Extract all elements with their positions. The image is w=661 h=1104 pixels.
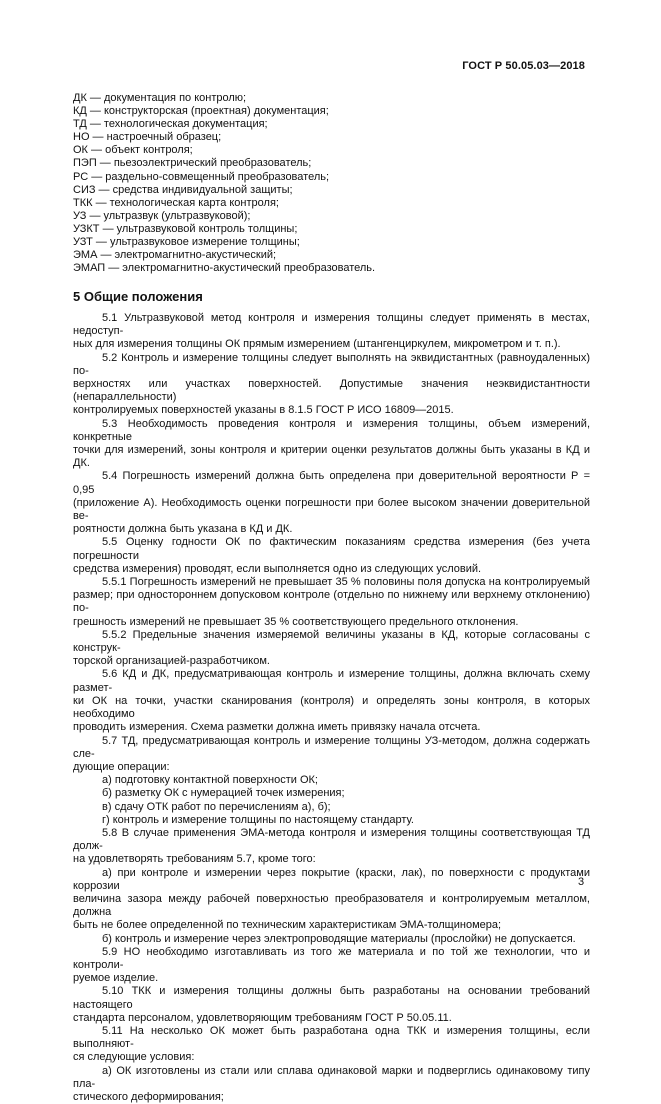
paragraph-line: 5.1 Ультразвуковой метод контроля и измерения толщины следует применять в местах, недоступ-: [73, 312, 590, 338]
paragraph: [73, 827, 590, 867]
paragraph: [73, 352, 590, 418]
abbreviation-item: СИЗ — средства индивидуальной защиты;: [73, 183, 293, 196]
paragraph-line: 5.3 Необходимость проведения контроля и измерения толщины, объем измерений, конкретные: [73, 417, 590, 443]
paragraph-line: размер; при одностороннем допусковом контроле (отдельно по нижнему или верхнему отклонению) по-: [73, 589, 590, 615]
paragraph-line: руемое изделие.: [73, 972, 159, 985]
paragraph-line: а) при контроле и измерении через покрытие (краски, лак), по поверхности с продуктами коррозии: [73, 866, 590, 892]
paragraph-line: проводить измерения. Схема разметки должна иметь привязку начала отсчета.: [73, 721, 481, 734]
paragraph-line: контролируемых поверхностей указаны в 8.1.5 ГОСТ Р ИСО 16809—2015.: [73, 404, 454, 417]
paragraph-line: 5.10 ТКК и измерения толщины должны быть разработаны на основании требований настоящего: [73, 985, 590, 1011]
paragraph: [73, 774, 590, 787]
paragraph-line: дующие операции:: [73, 760, 170, 773]
paragraph-line: грешность измерений не превышает 35 % соответствующего предельного отклонения.: [73, 615, 519, 628]
abbreviation-item: УЗТ — ультразвуковое измерение толщины;: [73, 236, 300, 249]
paragraph-line: 5.11 На несколько ОК может быть разработана одна ТКК и измерения толщины, если выполняют-: [73, 1024, 590, 1051]
paragraph: [73, 418, 590, 471]
paragraph-line: (приложение А). Необходимость оценки погрешности при более высоком значении доверительной ве-: [73, 496, 590, 523]
paragraph: [73, 946, 590, 986]
abbreviation-item: КД — конструкторская (проектная) документация;: [73, 105, 329, 118]
paragraph: [73, 470, 590, 536]
paragraph: [73, 312, 590, 352]
paragraph-line: ки ОК на точки, участки сканирования (контроля) и определять зоны контроля, в которых необходимо: [73, 694, 590, 721]
paragraph-line: роятности должна быть указана в КД и ДК.: [73, 523, 293, 536]
section-body: [73, 312, 590, 1104]
abbreviation-item: ПЭП — пьезоэлектрический преобразователь;: [73, 157, 312, 170]
paragraph-line: стического деформирования;: [73, 1090, 224, 1103]
paragraph-line: величина зазора между рабочей поверхностью преобразователя и контролируемым металлом, должна: [73, 892, 590, 919]
paragraph: [73, 735, 590, 775]
abbreviation-item: УЗ — ультразвук (ультразвуковой);: [73, 209, 251, 222]
paragraph: [73, 1065, 590, 1104]
paragraph-line: быть не более определенной по техническим характеристикам ЭМА-толщиномера;: [73, 919, 502, 932]
paragraph: [73, 787, 590, 800]
abbreviation-item: РС — раздельно-совмещенный преобразователь;: [73, 170, 330, 183]
abbreviation-item: ТКК — технологическая карта контроля;: [73, 196, 279, 209]
paragraph: [73, 867, 590, 933]
paragraph-line: 5.7 ТД, предусматривающая контроль и измерение толщины УЗ-методом, должна содержать сле-: [73, 734, 590, 760]
paragraph-line: 5.5.1 Погрешность измерений не превышает 35 % половины поля допуска на контролируемый: [102, 576, 590, 589]
paragraph: [73, 668, 590, 734]
abbreviation-item: НО — настроечный образец;: [73, 131, 222, 144]
abbreviation-item: ЭМА — электромагнитно-акустический;: [73, 249, 277, 262]
paragraph-line: а) ОК изготовлены из стали или сплава одинаковой марки и подверглись одинаковому типу пла-: [73, 1064, 590, 1090]
paragraph: [73, 801, 590, 814]
abbreviation-item: УЗКТ — ультразвуковой контроль толщины;: [73, 222, 298, 235]
paragraph: [73, 1025, 590, 1065]
abbreviation-item: ТД — технологическая документация;: [73, 118, 268, 131]
paragraph-line: 5.9 НО необходимо изготавливать из того же материала и по той же технологии, что и контроли-: [73, 945, 590, 971]
paragraph-line: 5.2 Контроль и измерение толщины следует выполнять на эквидистантных (равноудаленных) по-: [73, 351, 590, 377]
paragraph-line: в) сдачу ОТК работ по перечислениям а), б);: [102, 800, 331, 813]
section-title: 5 Общие положения: [73, 289, 203, 304]
page-number: 3: [578, 876, 585, 888]
paragraph: [73, 629, 590, 669]
paragraph: [73, 576, 590, 629]
paragraph-line: 5.5.2 Предельные значения измеряемой величины указаны в КД, которые согласованы с конструк-: [73, 628, 590, 655]
paragraph-line: ных для измерения толщины ОК прямым измерением (штангенциркулем, микрометром и т. п.).: [73, 338, 561, 351]
paragraph: [73, 536, 590, 576]
abbreviation-item: ЭМАП — электромагнитно-акустический преобразователь.: [73, 262, 376, 275]
paragraph-line: верхностях или участках поверхностей. Допустимые значения неэквидистантности (непараллельности): [73, 378, 590, 404]
paragraph-line: б) контроль и измерение через электропроводящие материалы (прослойки) не допускается.: [102, 932, 576, 945]
paragraph-line: 5.6 КД и ДК, предусматривающая контроль и измерение толщины, должна включать схему размет-: [73, 668, 590, 694]
paragraph-line: а) подготовку контактной поверхности ОК;: [102, 774, 318, 787]
paragraph-line: на удовлетворять требованиям 5.7, кроме того:: [73, 853, 316, 866]
abbreviation-item: ДК — документация по контролю;: [73, 92, 247, 104]
abbreviation-list: [73, 92, 593, 275]
paragraph-line: 5.4 Погрешность измерений должна быть определена при доверительной вероятности Р = 0,95: [73, 470, 590, 496]
document-code-header: ГОСТ Р 50.05.03—2018: [462, 60, 585, 72]
paragraph: [73, 814, 590, 827]
paragraph-line: торской организацией-разработчиком.: [73, 655, 270, 668]
paragraph-line: б) разметку ОК с нумерацией точек измерения;: [102, 787, 345, 800]
abbreviation-item: ОК — объект контроля;: [73, 144, 193, 157]
paragraph: [73, 985, 590, 1025]
paragraph-line: точки для измерений, зоны контроля и критерии оценки результатов должны быть указаны в КД и ДК.: [73, 444, 590, 470]
paragraph-line: ся следующие условия:: [73, 1051, 195, 1064]
paragraph-line: стандарта персоналом, удовлетворяющим требованиям ГОСТ Р 50.05.11.: [73, 1011, 452, 1024]
paragraph-line: средства измерения) проводят, если выполняется одно из следующих условий.: [73, 562, 482, 575]
paragraph-line: 5.5 Оценку годности ОК по фактическим показаниям средства измерения (без учета погрешности: [73, 536, 590, 562]
paragraph-line: г) контроль и измерение толщины по настоящему стандарту.: [102, 813, 414, 826]
paragraph-line: 5.8 В случае применения ЭМА-метода контроля и измерения толщины соответствующая ТД долж-: [73, 826, 590, 853]
